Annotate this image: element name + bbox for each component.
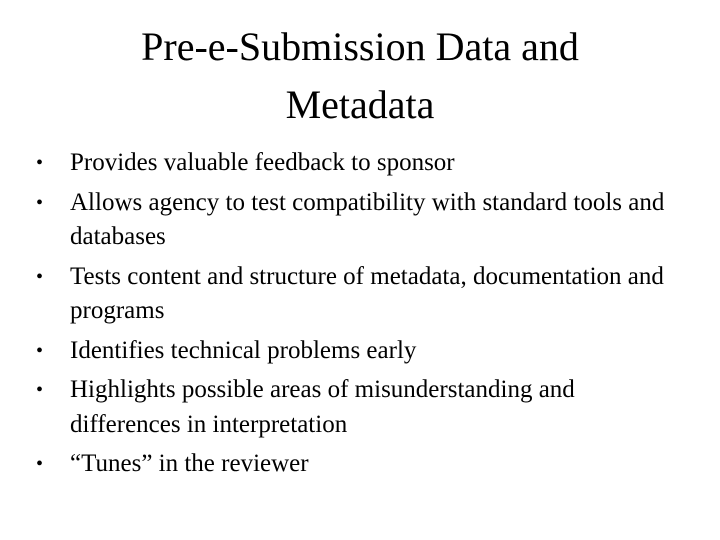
bullet-text: Allows agency to test compatibility with standard tools and databases (70, 188, 665, 250)
bullet-dot-icon: • (36, 453, 44, 475)
bullet-text: Identifies technical problems early (70, 336, 417, 364)
bullet-item-misunderstanding (36, 373, 676, 442)
slide-title (0, 18, 720, 134)
bullet-item-tunes-reviewer (36, 447, 676, 482)
bullet-dot-icon: • (36, 152, 44, 174)
bullet-text: Highlights possible areas of misunderstanding and differences in interpretation (70, 376, 575, 438)
slide-title-line-1: Pre-e-Submission Data and (141, 24, 579, 69)
bullet-dot-icon: • (36, 265, 44, 288)
bullet-dot-icon: • (36, 191, 44, 214)
bullet-item-compatibility (36, 186, 676, 255)
bullet-text: Tests content and structure of metadata, documentation and programs (70, 262, 664, 324)
bullet-item-feedback (36, 146, 676, 181)
bullet-item-technical-problems (36, 334, 676, 369)
bullet-list (36, 146, 676, 487)
bullet-text: “Tunes” in the reviewer (70, 450, 309, 477)
slide-title-line-2: Metadata (285, 82, 435, 127)
bullet-dot-icon: • (36, 339, 44, 362)
bullet-dot-icon: • (36, 379, 44, 401)
bullet-item-content-structure (36, 260, 676, 329)
bullet-text: Provides valuable feedback to sponsor (70, 149, 455, 176)
